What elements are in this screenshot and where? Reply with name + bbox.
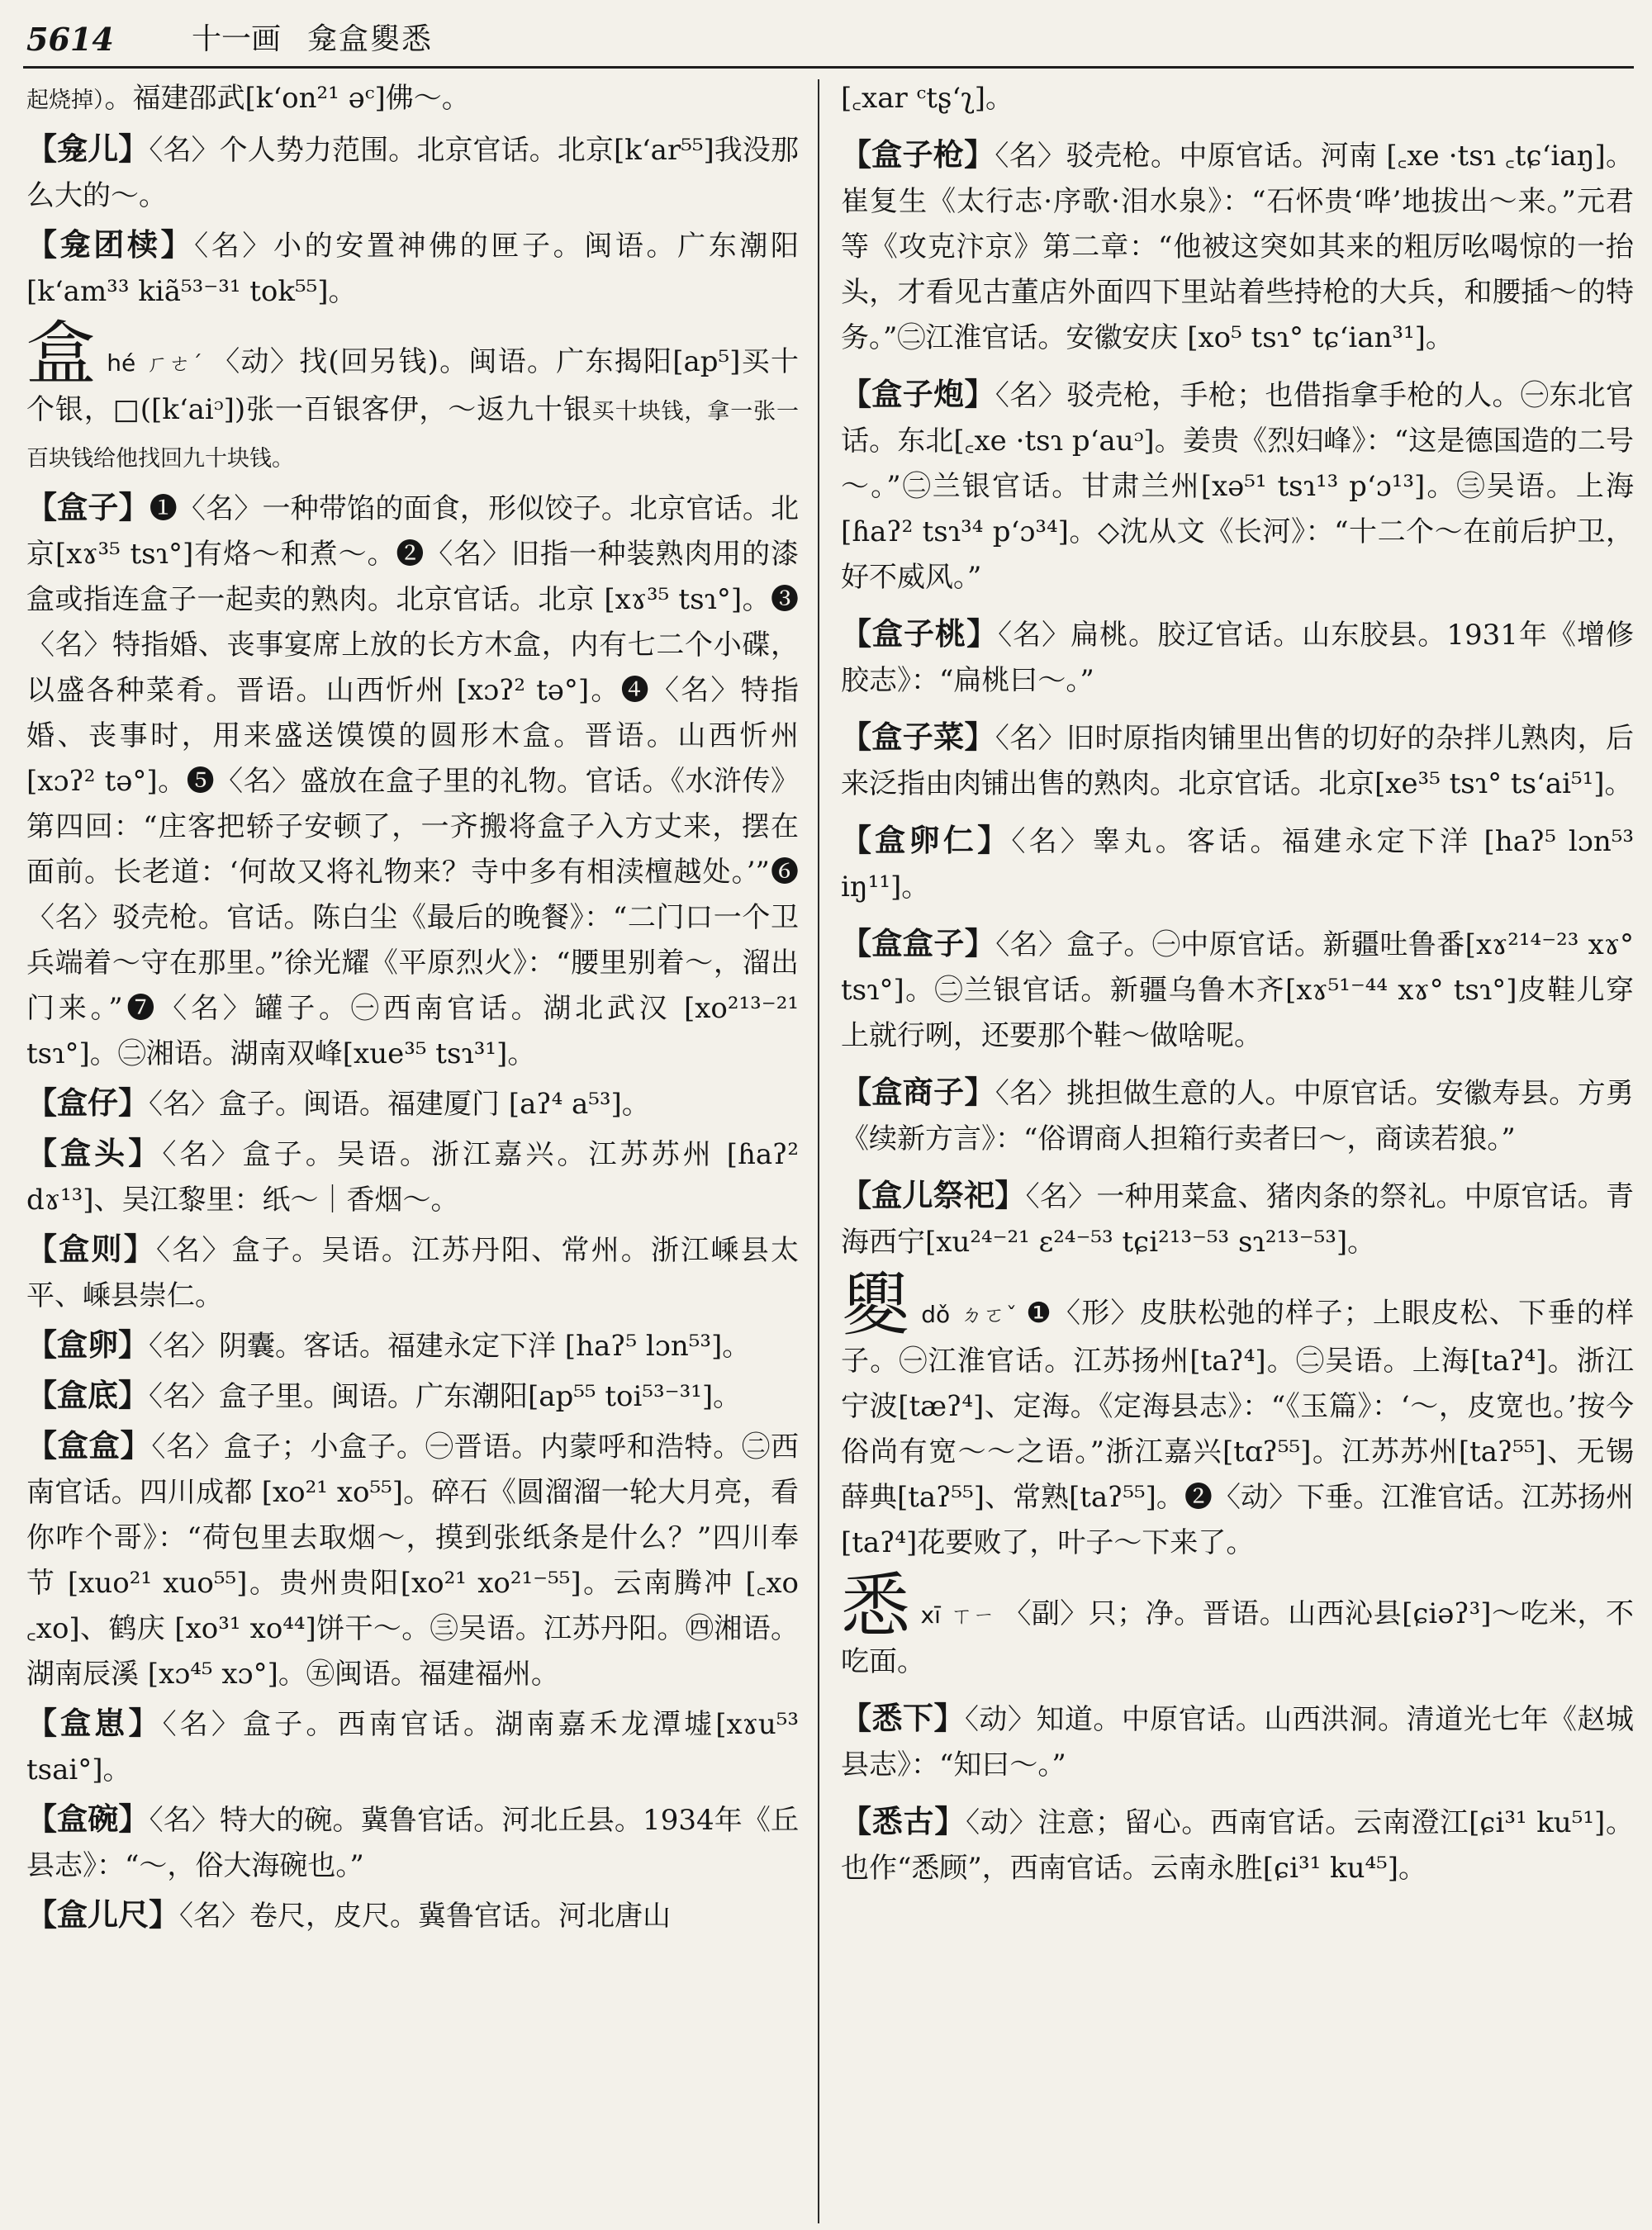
entry-text: ❶〈名〉一种带馅的面食，形似饺子。北京官话。北京[xɤ³⁵ tsɿ°]有烙～和煮～。❷〈名〉旧指一种装熟肉用的漆盒或指连盒子一起卖的熟肉。北京官话。北京 [xɤ³⁵ tsɿ°]。❸〈名〉特指婚、丧事宴席上放的长方木盒，内有七二个小碟，以盛各种菜肴。晋语。山西忻州 [xɔʔ² tə°]。❹〈名〉特指婚、丧事时，用来盛送馍馍的圆形木盒。晋语。山西忻州 [xɔʔ² tə°]。❺〈名〉盛放在盒子里的礼物。官话。《水浒传》第四回：“庄客把轿子安顿了，一齐搬将盒子入方丈来，摆在面前。长老道：‘何故又将礼物来？寺中多有相渎檀越处。’”❻〈名〉驳壳枪。官话。陈白尘《最后的晚餐》：“二门口一个卫兵端着～守在那里。”徐光耀《平原烈火》：“腰里别着～，溜出门来。”❼〈名〉罐子。㊀西南官话。湖北武汉 [xo²¹³⁻²¹ tsɿ°]。㊁湘语。湖南双峰[xue³⁵ tsɿ³¹]。 xyxy=(26,492,799,1070)
entry-text: 〈名〉盒子。吴语。浙江嘉兴。江苏苏州 [ɦaʔ² dɤ¹³]、吴江黎里：纸～｜香烟～。 xyxy=(26,1138,799,1217)
column-divider xyxy=(818,79,819,2223)
right-column xyxy=(841,76,1634,2223)
entry-text: [꜀xar ᶜtʂʻʅ]。 xyxy=(841,82,1014,115)
pinyin: dǒ xyxy=(921,1301,951,1328)
headword-character: 悉 xyxy=(841,1565,911,1646)
word-entry xyxy=(841,132,1634,361)
entry-text: 〈动〉注意；留心。西南官话。云南澄江[ɕi³¹ ku⁵¹]。也作“悉顾”，西南官话。云南永胜[ɕi³¹ ku⁴⁵]。 xyxy=(841,1806,1634,1885)
bopomofo: ㄒㄧ xyxy=(950,1604,995,1629)
entry-headword: 【盒则】 xyxy=(26,1231,156,1267)
word-entry xyxy=(841,818,1634,910)
entry-text: 〈名〉挑担做生意的人。中原官话。安徽寿县。方勇《续新方言》：“俗谓商人担箱行卖者曰～，商读若狼。” xyxy=(841,1077,1634,1155)
word-entry xyxy=(841,714,1634,807)
entry-text: 〈名〉卷尺，皮尺。冀鲁官话。河北唐山 xyxy=(179,1900,671,1933)
entry-text: 〈动〉找(回另钱)。闽语。广东揭阳[ap⁵]买十个银，□([kʻaiᵓ])张一百银客伊，～返九十银 xyxy=(26,345,799,426)
entry-text: 〈名〉旧时原指肉铺里出售的切好的杂拌儿熟肉，后来泛指由肉铺出售的熟肉。北京官话。北京[xe³⁵ tsɿ° tsʻai⁵¹]。 xyxy=(841,722,1634,800)
character-entry xyxy=(841,1264,1634,1566)
entry-text: 〈名〉特大的碗。冀鲁官话。河北丘县。1934年《丘县志》：“～，俗大海碗也。” xyxy=(26,1804,799,1882)
entry-headword: 【盒崽】 xyxy=(26,1705,163,1741)
entry-headword: 【盒盒】 xyxy=(26,1427,152,1464)
entry-text: 〈名〉盒子。吴语。江苏丹阳、常州。浙江嵊县太平、嵊县崇仁。 xyxy=(26,1234,799,1312)
entry-text: 〈名〉个人势力范围。北京官话。北京[kʻar⁵⁵]我没那么大的～。 xyxy=(26,134,799,212)
entry-continuation xyxy=(841,76,1634,121)
word-entry xyxy=(26,1423,799,1697)
word-entry xyxy=(26,1373,799,1420)
word-entry xyxy=(26,485,799,1077)
word-entry xyxy=(841,1070,1634,1162)
entry-text: 〈名〉驳壳枪，手枪；也借指拿手枪的人。㊀东北官话。东北[꜀xe ·tsɿ pʻauᵓ]。姜贵《烈妇峰》：“这是德国造的二号～。”㊁兰银官话。甘肃兰州[xə⁵¹ tsɿ¹³ pʻɔ¹³]。㊂吴语。上海 [ɦaʔ² tsɿ³⁴ pʻɔ³⁴]。◇沈从文《长河》：“十二个～在前后护卫，好不威风。” xyxy=(841,379,1634,594)
entry-headword: 【盒卵】 xyxy=(26,1326,149,1363)
page-header xyxy=(0,0,1652,69)
entry-text: 〈名〉扁桃。胶辽官话。山东胶县。1931年《增修胶志》：“扁桃曰～。” xyxy=(841,619,1634,697)
entry-headword: 【盒商子】 xyxy=(841,1074,995,1110)
word-entry xyxy=(26,1701,799,1793)
word-entry xyxy=(841,1696,1634,1788)
pinyin: xī xyxy=(920,1601,941,1629)
entry-text: 〈名〉盒子；小盒子。㊀晋语。内蒙呼和浩特。㊁西南官话。四川成都 [xo²¹ xo⁵⁵]。碎石《圆溜溜一轮大月亮，看你咋个哥》：“荷包里去取烟～，摸到张纸条是什么？”四川奉节 [xuo²¹ xuo⁵⁵]。贵州贵阳[xo²¹ xo²¹⁻⁵⁵]。云南腾冲 [꜀xo ꜀xo]、鹤庆 [xo³¹ xo⁴⁴]饼干～。㊂吴语。江苏丹阳。㊃湘语。湖南辰溪 [xɔ⁴⁵ xɔ°]。㊄闽语。福建福州。 xyxy=(26,1431,799,1691)
entry-headword: 【盒子桃】 xyxy=(841,615,999,652)
word-entry xyxy=(26,1080,799,1127)
entry-headword: 【盒卵仁】 xyxy=(841,822,1012,858)
entry-text: 〈名〉盒子。㊀中原官话。新疆吐鲁番[xɤ²¹⁴⁻²³ xɤ° tsɿ°]。㊁兰银官话。新疆乌鲁木齐[xɤ⁵¹⁻⁴⁴ xɤ° tsɿ°]皮鞋儿穿上就行咧，还要那个鞋～做啥呢。 xyxy=(841,928,1634,1052)
entry-text: 〈名〉睾丸。客话。福建永定下洋 [haʔ⁵ lɔn⁵³ iŋ¹¹]。 xyxy=(841,825,1634,904)
entry-headword: 【盒碗】 xyxy=(26,1801,150,1837)
entry-text: 〈名〉盒子。闽语。福建厦门 [aʔ⁴ a⁵³]。 xyxy=(149,1088,650,1121)
word-entry xyxy=(841,611,1634,704)
word-entry xyxy=(841,921,1634,1059)
entry-text: 〈名〉小的安置神佛的匣子。闽语。广东潮阳[kʻam³³ kiã⁵³⁻³¹ tok⁵⁵]。 xyxy=(26,230,799,308)
entry-text: 〈名〉盒子。西南官话。湖南嘉禾龙潭墟[xɤu⁵³ tsai°]。 xyxy=(26,1708,799,1786)
word-entry xyxy=(841,1173,1634,1265)
entry-headword: 【盒盒子】 xyxy=(841,925,996,961)
entry-text: 。福建邵武[kʻon²¹ əᶜ]佛～。 xyxy=(104,82,470,115)
entry-text: 〈副〉只；净。晋语。山西沁县[ɕiəʔ³]～吃米，不吃面。 xyxy=(841,1597,1634,1678)
gloss-text: 买十块钱，拿一张一百块钱给他找回九十块钱。 xyxy=(26,399,799,472)
entry-text: 〈名〉盒子里。闽语。广东潮阳[ap⁵⁵ toi⁵³⁻³¹]。 xyxy=(149,1380,742,1413)
entry-headword: 【盒子】 xyxy=(26,489,150,525)
gloss-text: 起烧掉） xyxy=(26,88,105,113)
word-entry xyxy=(26,1322,799,1369)
word-entry xyxy=(841,1799,1634,1891)
entry-text: 〈名〉阴囊。客话。福建永定下洋 [haʔ⁵ lɔn⁵³]。 xyxy=(149,1330,751,1363)
entry-headword: 【盒子菜】 xyxy=(841,719,995,755)
character-entry xyxy=(26,313,799,482)
entry-headword: 【盒子炮】 xyxy=(841,376,995,412)
header-rule xyxy=(23,66,1634,69)
entry-headword: 【盒儿尺】 xyxy=(26,1896,179,1933)
character-entry xyxy=(841,1565,1634,1685)
stroke-count-label: 十一画 xyxy=(192,22,282,56)
entry-text: 〈名〉驳壳枪。中原官话。河南 [꜀xe ·tsɿ ꜀tɕʻiaŋ]。崔复生《太行志·序歌·泪水泉》：“石怀贵‘哗’地拔出～来。”元君等《攻克汴京》第二章：“他被这突如其来的粗厉吆喝惊的一抬头，才看见古董店外面四下里站着些持枪的大兵，和腰插～的特务。”㊁江淮官话。安徽安庆 [xo⁵ tsɿ° tɕʻian³¹]。 xyxy=(841,140,1634,354)
entry-headword: 【盒底】 xyxy=(26,1377,149,1413)
bopomofo: ㄉㄛˇ xyxy=(960,1303,1018,1328)
entry-continuation xyxy=(26,76,799,123)
entry-headword: 【盒子枪】 xyxy=(841,136,995,173)
entry-headword: 【悉下】 xyxy=(841,1700,965,1736)
entry-headword: 【龛团椟】 xyxy=(26,226,195,263)
bopomofo: ㄏㄜˊ xyxy=(145,352,204,377)
entry-headword: 【盒仔】 xyxy=(26,1084,149,1121)
word-entry xyxy=(26,1796,799,1889)
entry-text: 〈名〉一种用菜盒、猪肉条的祭礼。中原官话。青海西宁[xu²⁴⁻²¹ ɛ²⁴⁻⁵³ tɕi²¹³⁻⁵³ sɿ²¹³⁻⁵³]。 xyxy=(841,1180,1634,1259)
entry-text: ❶〈形〉皮肤松弛的样子；上眼皮松、下垂的样子。㊀江淮官话。江苏扬州[taʔ⁴]。㊁吴语。上海[taʔ⁴]。浙江宁波[tæʔ⁴]、定海。《定海县志》：“《玉篇》：‘～，皮宽也。’按今俗尚有宽～～之语。”浙江嘉兴[tɑʔ⁵⁵]。江苏苏州[taʔ⁵⁵]、无锡薛典[taʔ⁵⁵]、常熟[taʔ⁵⁵]。❷〈动〉下垂。江淮官话。江苏扬州[taʔ⁴]花要败了，叶子～下来了。 xyxy=(841,1297,1634,1559)
word-entry xyxy=(26,1131,799,1223)
word-entry xyxy=(26,126,799,219)
word-entry xyxy=(26,1226,799,1319)
word-entry xyxy=(841,372,1634,600)
pinyin: hé xyxy=(107,349,136,377)
headword-character: 盒 xyxy=(26,313,97,394)
entry-text: 〈动〉知道。中原官话。山西洪洞。清道光七年《赵城县志》：“知曰～。” xyxy=(841,1703,1634,1782)
word-entry xyxy=(26,222,799,315)
entry-headword: 【悉古】 xyxy=(841,1803,966,1839)
entry-headword: 【盒儿祭祀】 xyxy=(841,1177,1026,1213)
page-headwords: 龛盒夓悉 xyxy=(307,22,434,56)
entry-headword: 【龛儿】 xyxy=(26,130,150,167)
entry-headword: 【盒头】 xyxy=(26,1135,163,1171)
left-column xyxy=(26,76,799,2223)
page-number: 5614 xyxy=(26,21,114,58)
word-entry xyxy=(26,1892,799,1939)
headword-character: 夓 xyxy=(841,1264,912,1345)
